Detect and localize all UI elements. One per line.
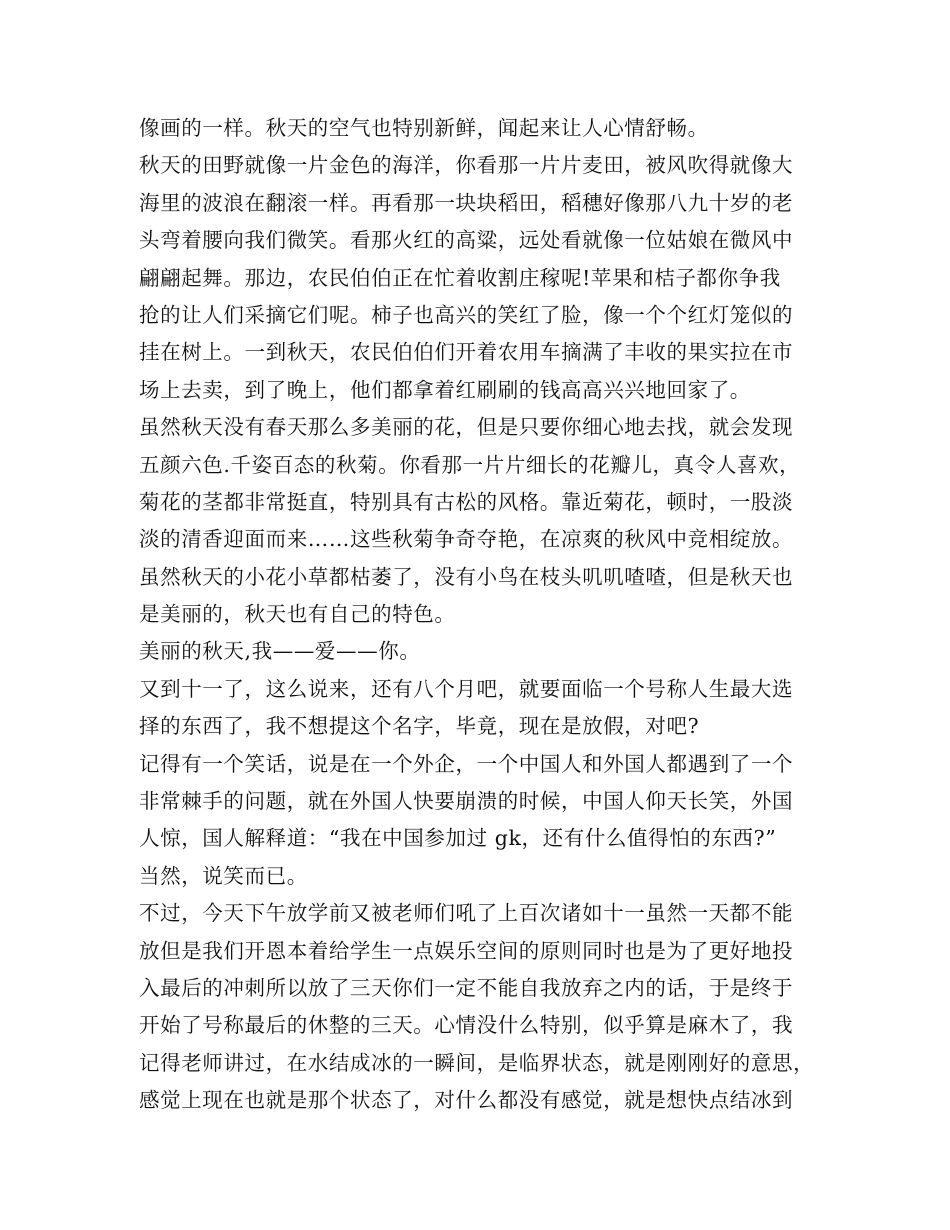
text-line: 放但是我们开恩本着给学生一点娱乐空间的原则同时也是为了更好地投 (139, 938, 794, 963)
text-line: 不过，今天下午放学前又被老师们吼了上百次诸如十一虽然一天都不能 (139, 901, 794, 926)
text-line: 挂在树上。一到秋天，农民伯伯们开着农用车摘满了丰收的果实拉在市 (139, 340, 794, 365)
text-line: 场上去卖，到了晚上，他们都拿着红刷刷的钱高高兴兴地回家了。 (139, 377, 751, 402)
text-line: 美丽的秋天,我——爱——你。 (139, 639, 421, 664)
text-line: 是美丽的，秋天也有自己的特色。 (139, 602, 456, 627)
text-line: 像画的一样。秋天的空气也特别新鲜，闻起来让人心情舒畅。 (139, 116, 709, 140)
text-line: 海里的波浪在翻滚一样。再看那一块块稻田，稻穗好像那八九十岁的老 (139, 190, 794, 215)
text-line: 淡的清香迎面而来……这些秋菊争奇夺艳，在凉爽的秋风中竞相绽放。 (139, 527, 794, 552)
text-line: 虽然秋天的小花小草都枯萎了，没有小鸟在枝头叽叽喳喳，但是秋天也 (139, 564, 794, 589)
text-line: 虽然秋天没有春天那么多美丽的花，但是只要你细心地去找，就会发现 (139, 415, 794, 440)
text-line: 当然，说笑而已。 (139, 863, 308, 888)
text-line: 择的东西了，我不想提这个名字，毕竟，现在是放假，对吧? (139, 714, 700, 739)
text-line: 菊花的茎都非常挺直，特别具有古松的风格。靠近菊花，顿时，一股淡 (139, 489, 794, 514)
text-line: 感觉上现在也就是那个状态了，对什么都没有感觉，就是想快点结冰到 (139, 1088, 794, 1113)
text-line: 人惊，国人解释道：“我在中国参加过 gk，还有什么值得怕的东西?” (139, 826, 777, 851)
text-line: 翩翩起舞。那边，农民伯伯正在忙着收割庄稼呢!苹果和桔子都你争我 (139, 265, 781, 290)
text-line: 入最后的冲刺所以放了三天你们一定不能自我放弃之内的话，于是终于 (139, 975, 794, 1000)
text-line: 非常棘手的问题，就在外国人快要崩溃的时候，中国人仰天长笑，外国 (139, 789, 794, 814)
text-line: 抢的让人们采摘它们呢。柿子也高兴的笑红了脸，像一个个红灯笼似的 (139, 302, 794, 327)
text-line: 记得有一个笑话，说是在一个外企，一个中国人和外国人都遇到了一个 (139, 751, 794, 776)
text-line: 又到十一了，这么说来，还有八个月吧，就要面临一个号称人生最大选 (139, 676, 794, 701)
text-line: 头弯着腰向我们微笑。看那火红的高粱，远处看就像一位姑娘在微风中 (139, 228, 794, 253)
text-line: 开始了号称最后的休整的三天。心情没什么特别，似乎算是麻木了，我 (139, 1013, 794, 1038)
document-body (139, 110, 829, 1120)
text-line: 记得老师讲过，在水结成冰的一瞬间，是临界状态，就是刚刚好的意思， (139, 1050, 815, 1075)
text-line: 五颜六色.千姿百态的秋菊。你看那一片片细长的花瓣儿，真令人喜欢， (139, 452, 801, 477)
text-line: 秋天的田野就像一片金色的海洋，你看那一片片麦田，被风吹得就像大 (139, 153, 794, 178)
